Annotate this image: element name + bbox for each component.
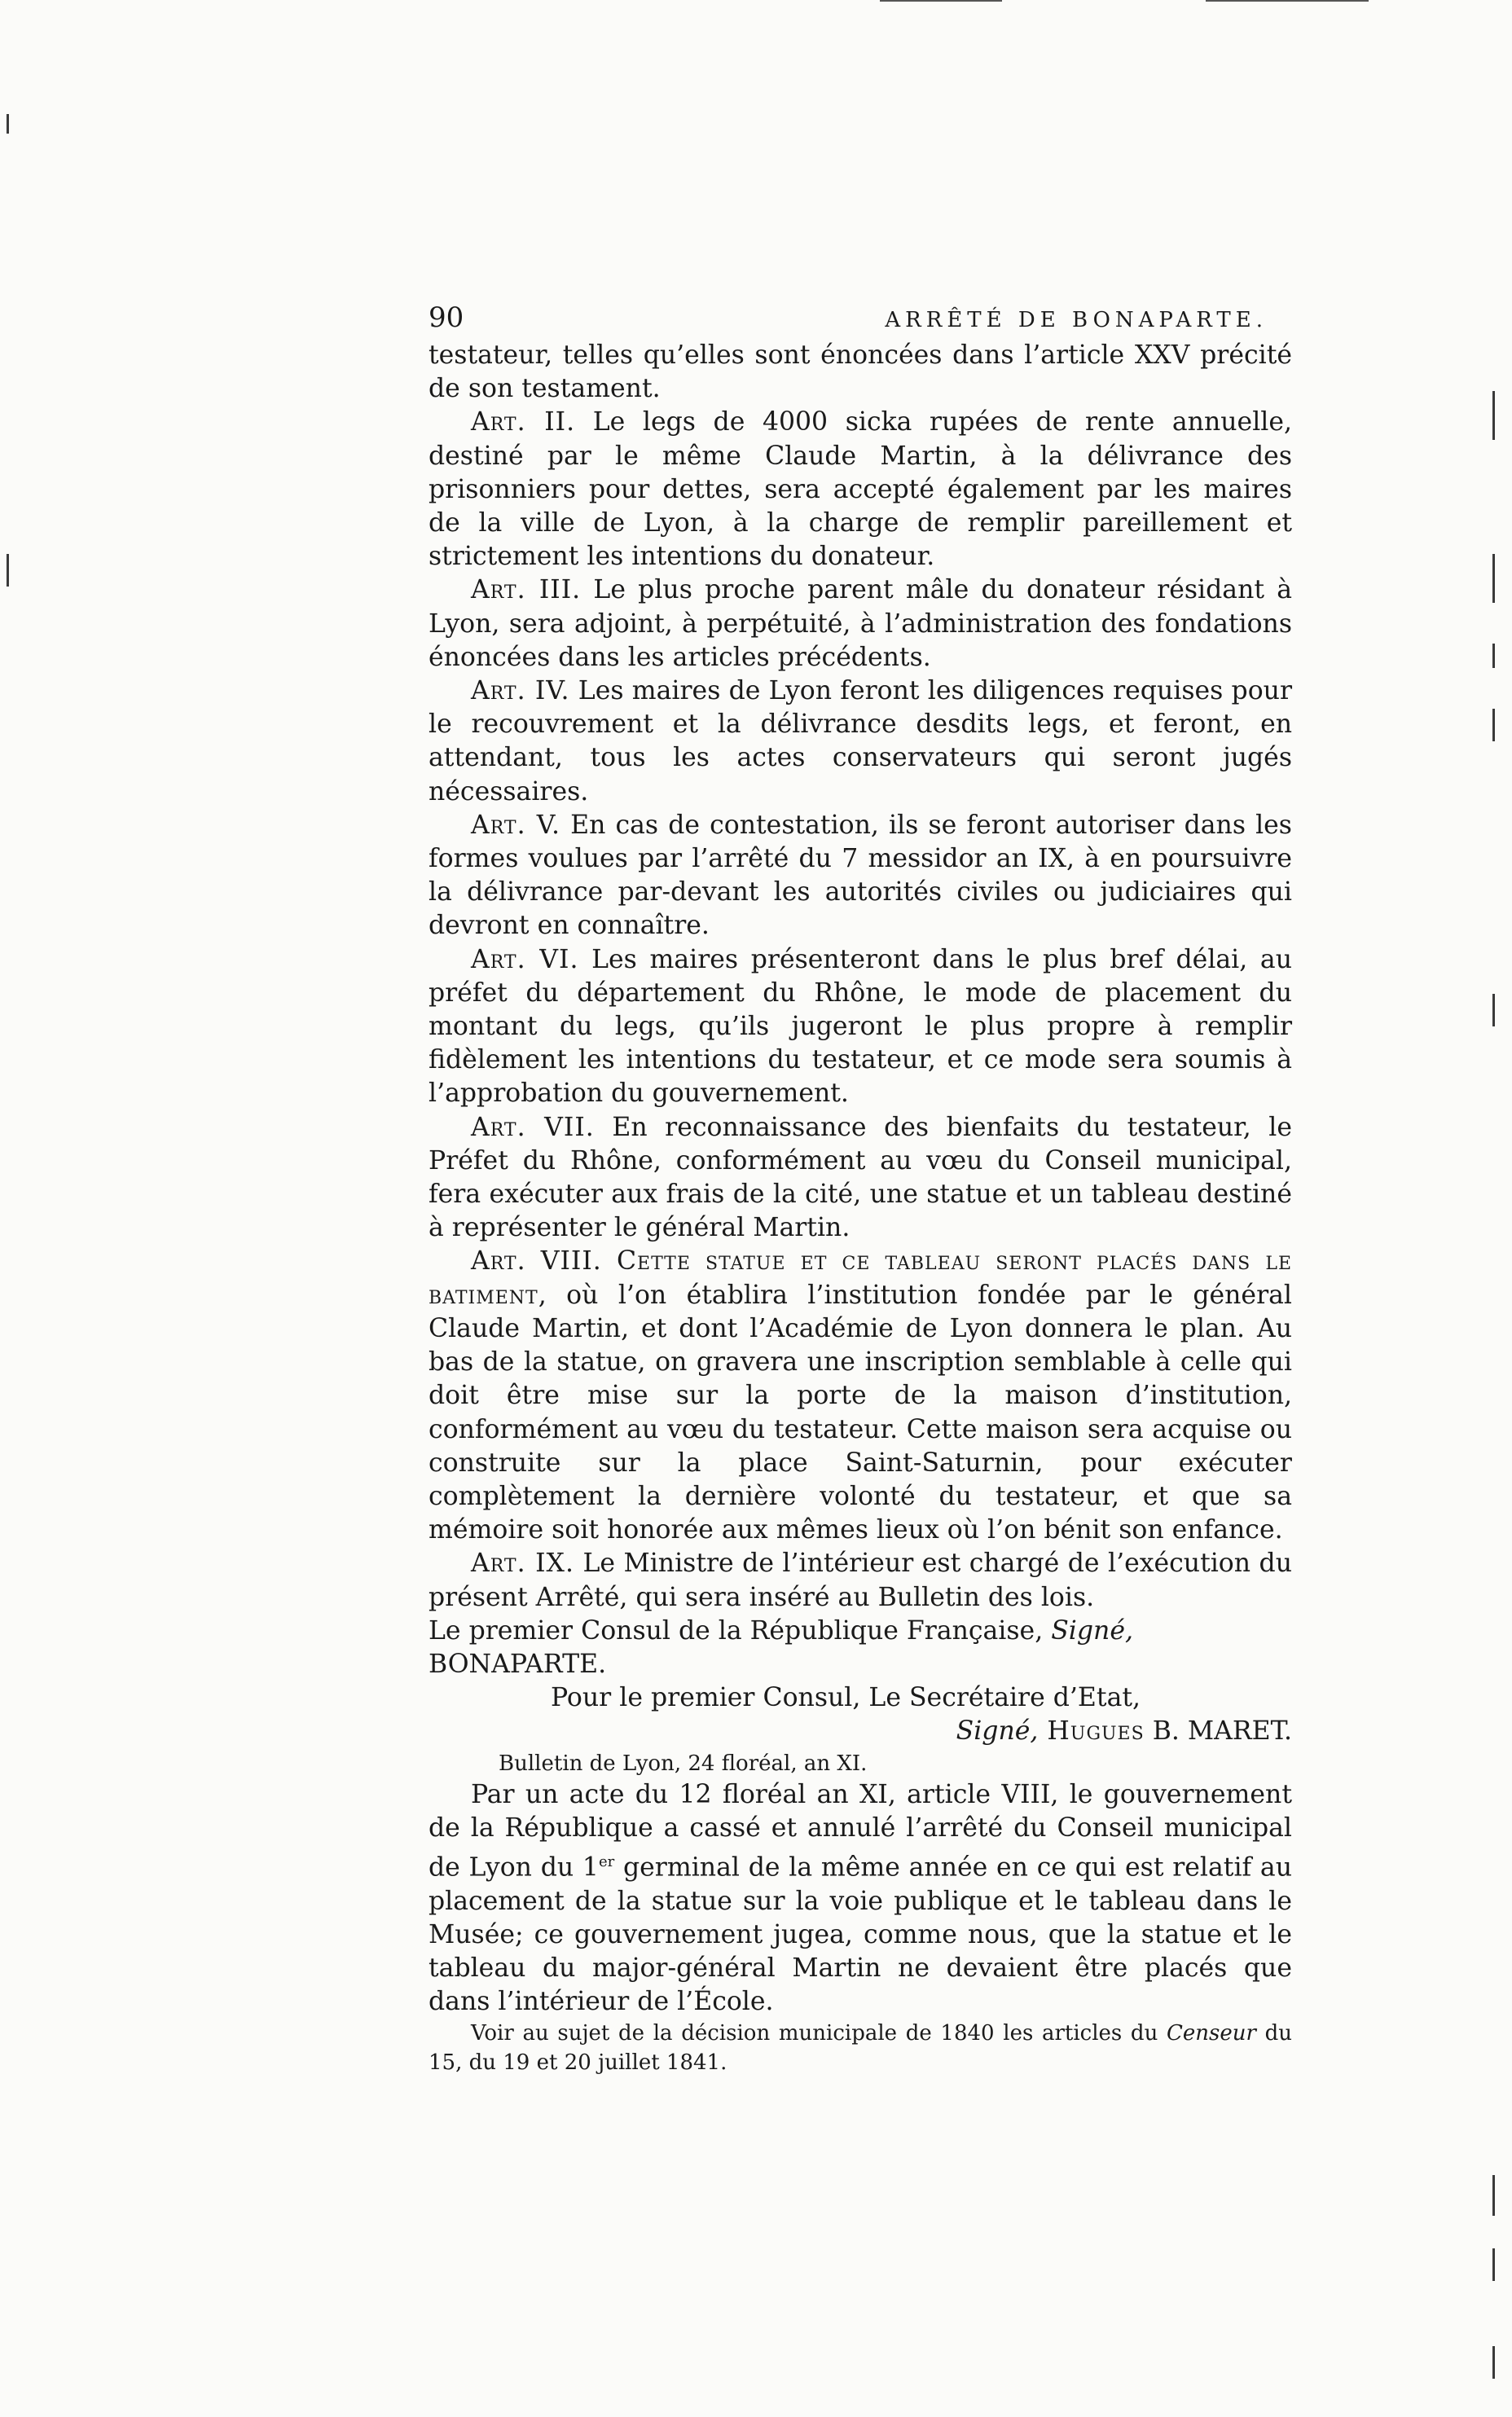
margin-mark: [1492, 994, 1495, 1026]
article-label: Art. III.: [471, 575, 582, 605]
article-label: Art. II.: [471, 407, 576, 437]
margin-mark: [7, 554, 9, 587]
top-edge-mark: [880, 0, 1002, 2]
top-edge-mark: [1206, 0, 1369, 2]
footnote: Voir au sujet de la décision municipale de 1840 les articles du Censeur du 15, du 19 et 20 juillet 1841.: [429, 2021, 1292, 2076]
article-label: Art. VIII.: [471, 1246, 602, 1277]
page-header: [429, 301, 1292, 339]
source-note: Bulletin de Lyon, 24 floréal, an XI.: [499, 1751, 868, 1776]
article-text: Le plus proche parent mâle du donateur résidant à Lyon, sera adjoint, à perpétuité, à l’administration des fondations énoncées dans les articles précédents.: [429, 575, 1293, 672]
article-4: [429, 675, 1292, 809]
article-label: Art. IV.: [471, 676, 570, 706]
signature-secretary: Signé, Hugues B. MARET.: [956, 1716, 1292, 1747]
paragraph-continuation: testateur, telles qu’elles sont énoncées dans l’article XXV précité de son testament.: [429, 341, 1292, 404]
superscript: er: [598, 1852, 615, 1870]
article-label: Art. VI.: [471, 944, 579, 974]
margin-mark: [1492, 2248, 1495, 2281]
article-text: Le legs de 4000 sicka rupées de rente annuelle, destiné par le même Claude Martin, à la délivrance des prisonniers pour dettes, sera accepté également par les maires de la ville de Lyon, à la charge de remplir pareillement et strictement les intentions du donateur.: [429, 407, 1292, 572]
document-page: [429, 301, 1292, 2077]
signature-secretary-title: Pour le premier Consul, Le Secrétaire d’Etat,: [551, 1683, 1141, 1713]
article-label: Art. VII.: [471, 1112, 595, 1142]
article-2: [429, 406, 1292, 573]
article-text: Le Ministre de l’intérieur est chargé de l’exécution du présent Arrêté, qui sera inséré au Bulletin des lois.: [429, 1549, 1292, 1612]
article-7: [429, 1111, 1292, 1246]
margin-mark: [1492, 709, 1495, 741]
article-text: Les maires de Lyon feront les diligences requises pour le recouvrement et la délivrance desdits legs, et feront, en attendant, tous les actes conservateurs qui seront jugés nécessaires.: [429, 676, 1293, 806]
margin-mark: [1492, 2346, 1495, 2379]
article-6: [429, 943, 1292, 1111]
signe-label: Signé,: [1051, 1615, 1133, 1646]
margin-mark: [1492, 2175, 1495, 2216]
closing-paragraph: Par un acte du 12 floréal an XI, article VIII, le gouvernement de la République a cassé et annulé l’arrêté du Conseil municipal de Lyon du 1er germinal de la même année en ce qui est relatif au placement de la statue sur la voie publique et le tableau dans le Musée; ce gouvernement jugea, comme nous, que la statue et le tableau du major-général Martin ne devaient être placés que dans l’intérieur de l’École.: [429, 1779, 1292, 2017]
article-text: , où l’on établira l’institution fondée par le général Claude Martin, et dont l’Académie de Lyon donnera le plan. Au bas de la statue, on gravera une inscription semblable à celle qui doit être mise sur la porte de la maison d’institution, conformément au vœu du testateur. Cette maison sera acquise ou construite sur la place Saint-Saturnin, pour exécuter complètement la dernière volonté du testateur, et que sa mémoire soit honorée aux mêmes lieux où l’on bénit son enfance.: [429, 1280, 1292, 1545]
margin-mark: [1492, 554, 1495, 603]
article-text: Les maires présenteront dans le plus bref délai, au préfet du département du Rhône, le mode de placement du montant du legs, qu’ils jugeront le plus propre à remplir fidèlement les intentions du testateur, et ce mode sera soumis à l’approbation du gouvernement.: [429, 944, 1292, 1109]
article-3: [429, 573, 1292, 675]
article-caps-text: Cette statue et ce tableau seront placés dans le batiment: [429, 1246, 1293, 1310]
margin-mark: [1492, 391, 1495, 440]
article-8: [429, 1245, 1292, 1547]
article-5: [429, 809, 1292, 943]
article-label: Art. V.: [471, 810, 560, 840]
margin-mark: [7, 114, 9, 134]
page-number: 90: [429, 301, 464, 334]
article-text: En cas de contestation, ils se feront autoriser dans les formes voulues par l’arrêté du 7 messidor an IX, à en poursuivre la délivrance par-devant les autorités civiles ou judiciaires qui devront en connaître.: [429, 810, 1292, 941]
running-title: ARRÊTÉ DE BONAPARTE.: [885, 308, 1268, 332]
article-label: Art. IX.: [471, 1549, 574, 1579]
article-9: [429, 1547, 1292, 1614]
journal-title: Censeur: [1167, 2021, 1256, 2046]
signature-consul: Le premier Consul de la République Française, Signé, BONAPARTE.: [429, 1615, 1133, 1679]
article-text: En reconnaissance des bienfaits du testateur, le Préfet du Rhône, conformément au vœu du Conseil municipal, fera exécuter aux frais de la cité, une statue et un tableau destiné à représenter le général Martin.: [429, 1112, 1292, 1243]
signe-label: Signé,: [956, 1716, 1039, 1747]
margin-mark: [1492, 644, 1495, 668]
